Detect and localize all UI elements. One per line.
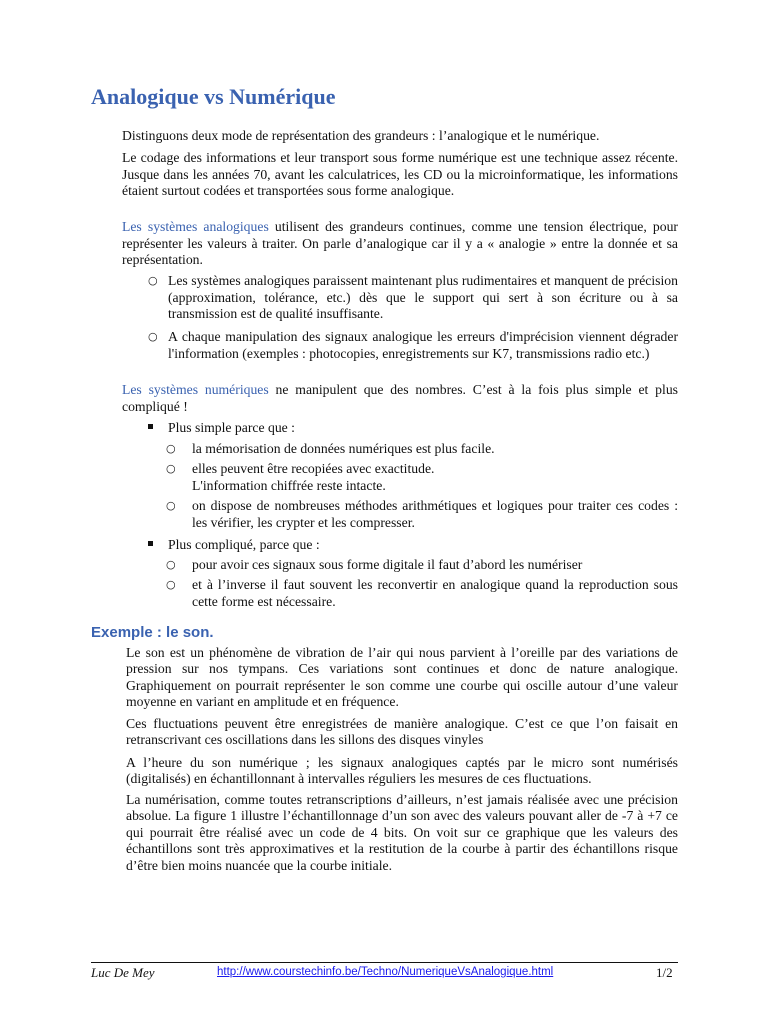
simple-list-item-3: ○ on dispose de nombreuses méthodes arithmétiques et logiques pour traiter ces codes : les vérifier, les crypter et les compresser. — [166, 498, 678, 530]
page-number: 1/2 — [656, 965, 673, 980]
digital-heading: Les systèmes numériques — [122, 382, 269, 397]
circle-bullet-icon: ○ — [148, 330, 158, 343]
circle-bullet-icon: ○ — [166, 442, 176, 455]
example-paragraph-2: Ces fluctuations peuvent être enregistrées de manière analogique. C’est ce que l’on faisait en retranscrivant ces oscillations dans les sillons des disques vinyles — [126, 716, 678, 748]
intro-paragraph-1: Distinguons deux mode de représentation des grandeurs : l’analogique et le numérique. — [122, 128, 600, 143]
simple-label: Plus simple parce que : — [148, 420, 295, 437]
digital-text: ne manipulent que des nombres. C’est à la fois plus simple et plus compliqué ! — [122, 382, 678, 414]
square-bullet-icon — [148, 541, 153, 546]
simple-list-item-2: ○ elles peuvent être recopiées avec exactitude. L'information chiffrée reste intacte. — [166, 461, 435, 493]
footer-author: Luc De Mey — [91, 965, 155, 980]
circle-bullet-icon: ○ — [166, 499, 176, 512]
intro-paragraph-2: Le codage des informations et leur transport sous forme numérique est une technique assez récente. Jusque dans les années 70, avant les calculatrices, les CD ou la microinformatique, les informations étaient surtout codées et transportées sous forme analogique. — [122, 150, 678, 199]
example-paragraph-4: La numérisation, comme toutes retranscriptions d’ailleurs, n’est jamais réalisée avec une précision absolue. La figure 1 illustre l’échantillonnage d’un son avec des valeurs pouvant aller de -7 à +7 ce qui pourrait être réalisé avec un code de 4 bits. On voit sur ce graphique que les valeurs des échantillons sont très approximatives et la restitution de la courbe à partir des échantillons risque d’être bien moins nuancée que la courbe initiale. — [126, 792, 678, 873]
example-paragraph-1: Le son est un phénomène de vibration de l’air qui nous parvient à l’oreille par des variations de pression sur nos tympans. Ces variations sont continues et donc de nature analogique. Graphiquement on pourrait représenter le son comme une courbe qui oscille autour d’une valeur moyenne en variant en amplitude et en fréquence. — [126, 645, 678, 710]
simple-list-item-1: ○ la mémorisation de données numériques est plus facile. — [166, 441, 495, 456]
analog-bullet-list — [148, 273, 678, 323]
circle-bullet-icon: ○ — [166, 558, 176, 571]
circle-bullet-icon: ○ — [166, 578, 176, 591]
analog-paragraph — [122, 219, 678, 269]
analog-bullet-list-2 — [148, 329, 678, 362]
square-bullet-icon — [148, 424, 153, 429]
footer-link[interactable]: http://www.courstechinfo.be/Techno/NumeriqueVsAnalogique.html — [217, 966, 554, 978]
analog-heading: Les systèmes analogiques — [122, 219, 269, 234]
complex-list-item-1: ○ pour avoir ces signaux sous forme digitale il faut d’abord les numériser — [166, 557, 583, 572]
analog-text: utilisent des grandeurs continues, comme une tension électrique, pour représenter les valeurs à traiter. On parle d’analogique car il y a « analogie » entre la donnée et sa représentation. — [122, 219, 678, 268]
circle-bullet-icon: ○ — [166, 462, 176, 475]
list-item: ○ Les systèmes analogiques paraissent maintenant plus rudimentaires et manquent de précision (approximation, tolérance, etc.) dès que le support qui sert à son écriture ou à sa transmission est de qualité insuffisante. — [148, 273, 678, 322]
digital-paragraph — [122, 382, 678, 415]
footer-divider — [91, 962, 678, 963]
complex-list-item-2: ○ et à l’inverse il faut souvent les reconvertir en analogique quand la reproduction sous cette forme est nécessaire. — [166, 577, 678, 609]
circle-bullet-icon: ○ — [148, 274, 158, 287]
complex-label: Plus compliqué, parce que : — [148, 537, 320, 554]
example-heading: Exemple : le son. — [91, 624, 214, 641]
example-paragraph-3: A l’heure du son numérique ; les signaux analogiques captés par le micro sont numérisés (digitalisés) en échantillonnant à intervalles réguliers les mesures de ces fluctuations. — [126, 755, 678, 787]
list-item: ○ A chaque manipulation des signaux analogique les erreurs d'imprécision viennent dégrader l'information (exemples : photocopies, enregistrements sur K7, transmissions radio etc.) — [148, 329, 678, 361]
page-title: Analogique vs Numérique — [91, 84, 336, 109]
